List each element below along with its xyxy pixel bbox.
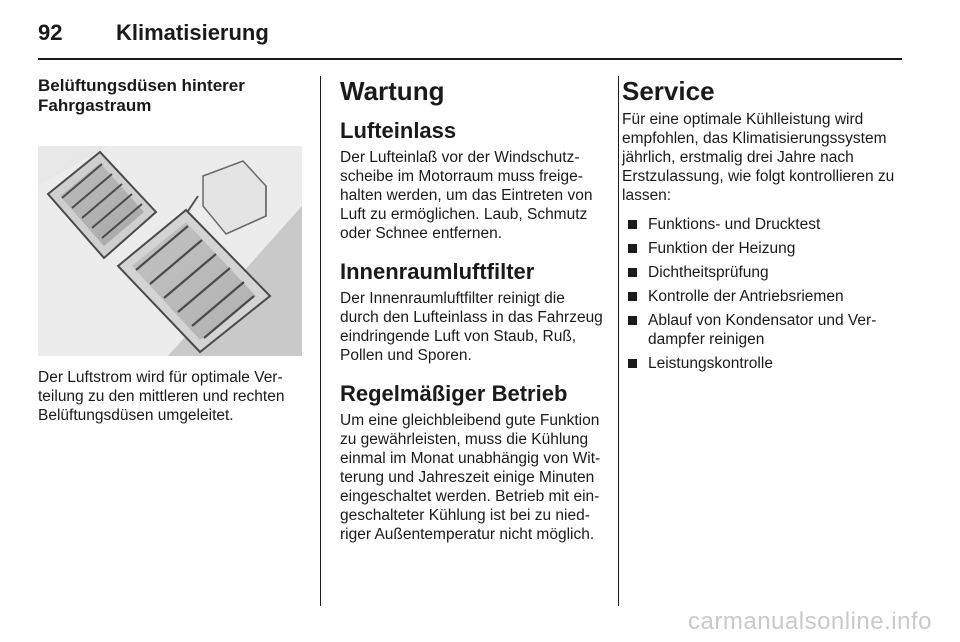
service-title: Service <box>622 76 715 106</box>
column-divider-right <box>618 76 619 606</box>
list-item: Ablauf von Kondensator und Verdampfer reinigen <box>622 311 912 349</box>
rear-air-vents-illustration <box>38 146 302 356</box>
column-divider-left <box>320 76 321 606</box>
list-item: Funktion der Heizung <box>622 239 912 258</box>
header-rule <box>38 58 902 60</box>
bullet-square-icon <box>628 359 637 368</box>
rear-vents-heading: Belüftungsdüsen hinterer Fahrgastraum <box>38 76 245 115</box>
right-column <box>622 76 912 378</box>
vents-drawing <box>38 146 302 356</box>
maintenance-title: Wartung <box>340 76 445 106</box>
service-intro: Für eine optimale Kühlleistung wird empfohlen, das Klimatisierungssystem jährlich, erstmalig drei Jahre nach Erstzulassung, wie folgt kontrollieren zu lassen: <box>622 111 895 204</box>
list-item: Kontrolle der Antriebsriemen <box>622 287 912 306</box>
regular-operation-text: Um eine gleichbleibend gute Funktion zu gewährleisten, muss die Kühlung einmal im Monat unabhängig von Witterung und Jahreszeit einige Minuten eingeschaltet werden. Betrieb mit eingeschalteter Kühlung ist bei zu niedriger Außentemperatur nicht möglich. <box>340 412 601 543</box>
bullet-square-icon <box>628 292 637 301</box>
watermark: carmanualsonline.info <box>688 608 932 635</box>
bullet-square-icon <box>628 268 637 277</box>
pollen-filter-heading: Innenraumluftfilter <box>340 259 535 284</box>
left-column <box>38 76 302 425</box>
list-item: Funktions- und Drucktest <box>622 215 912 234</box>
bullet-square-icon <box>628 220 637 229</box>
page-number: 92 <box>38 20 63 45</box>
bullet-square-icon <box>628 244 637 253</box>
bullet-square-icon <box>628 316 637 325</box>
list-item: Leistungskontrolle <box>622 354 912 373</box>
air-intake-heading: Lufteinlass <box>340 118 457 143</box>
chapter-title: Klimatisierung <box>116 20 269 45</box>
rear-vents-paragraph: Der Luftstrom wird für optimale Verteilung zu den mittleren und rechten Belüftungsdüsen umgeleitet. <box>38 369 285 424</box>
regular-operation-heading: Regelmäßiger Betrieb <box>340 381 568 406</box>
air-intake-text: Der Lufteinlaß vor der Windschutzscheibe im Motorraum muss freigehalten werden, um das Eintreten von Luft zu ermöglichen. Laub, Schmutz oder Schnee entfernen. <box>340 149 593 242</box>
service-checklist <box>622 215 912 373</box>
middle-column <box>340 76 606 544</box>
list-item: Dichtheitsprüfung <box>622 263 912 282</box>
pollen-filter-text: Der Innenraumluftfilter reinigt die durch den Lufteinlass in das Fahrzeug eindringende Luft von Staub, Ruß, Pollen und Sporen. <box>340 290 603 364</box>
